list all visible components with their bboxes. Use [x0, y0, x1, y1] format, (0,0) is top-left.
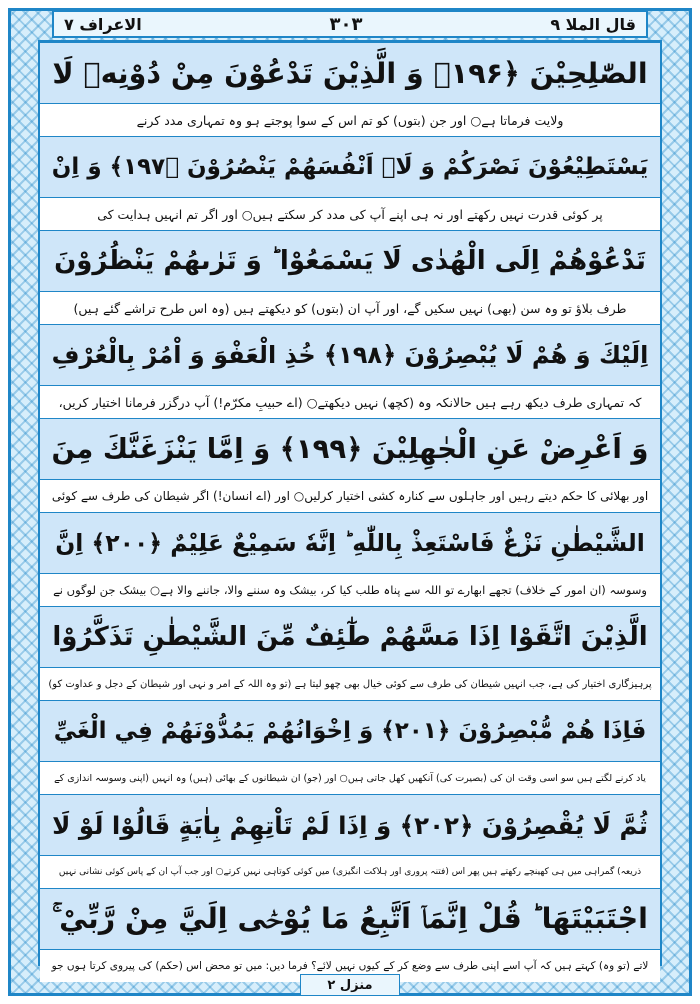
arabic-line: الَّذِيْنَ اتَّقَوْا اِذَا مَسَّهُمْ طٰٓئِفٌ مِّنَ الشَّيْطٰنِ تَذَكَّرُوْا	[40, 606, 660, 668]
arabic-line: وَ اَعْرِضْ عَنِ الْجٰهِلِيْنَ ﴿۱۹۹﴾ وَ اِمَّا يَنْزَغَنَّكَ مِنَ	[40, 418, 660, 480]
arabic-line: الصّٰلِحِيْنَ ﴿۱۹۶﴾ وَ الَّذِيْنَ تَدْعُوْنَ مِنْ دُوْنِهٖ لَا	[40, 42, 660, 104]
urdu-translation-line: ذریعہ) گمراہی میں ہی کھینچے رکھتے ہیں پھر اس (فتنہ پروری اور ہلاکت انگیزی) میں کوئی کوتاہی نہیں کرتے○ اور جب آپ ان کے پاس کوئی نشانی نہیں	[40, 856, 660, 888]
urdu-translation-line: کہ تمہاری طرف دیکھ رہے ہیں حالانکہ وہ (کچھ) نہیں دیکھتے○ (اے حبیبِ مکرّم!) آپ درگزر فرمانا اختیار کریں،	[40, 386, 660, 418]
urdu-translation-line: ولایت فرماتا ہے○ اور جن (بتوں) کو تم اس کے سوا پوجتے ہو وہ تمہاری مدد کرنے	[40, 104, 660, 136]
arabic-line: تَدْعُوْهُمْ اِلَى الْهُدٰى لَا يَسْمَعُوْا ؕ وَ تَرٰىهُمْ يَنْظُرُوْنَ	[40, 230, 660, 292]
arabic-line: اِلَيْكَ وَ هُمْ لَا يُبْصِرُوْنَ ﴿۱۹۸﴾ خُذِ الْعَفْوَ وَ اْمُرْ بِالْعُرْفِ	[40, 324, 660, 386]
arabic-line: يَسْتَطِيْعُوْنَ نَصْرَكُمْ وَ لَاۤ اَنْفُسَهُمْ يَنْصُرُوْنَ ﴿۱۹۷﴾ وَ اِنْ	[40, 136, 660, 198]
page-number: ۳۰۳	[329, 13, 363, 35]
page-header	[52, 10, 648, 38]
arabic-line: اجْتَبَيْتَهَا ؕ قُلْ اِنَّمَاۤ اَتَّبِعُ مَا يُوْحٰۤى اِلَيَّ مِنْ رَّبِّيْ ۚ	[40, 888, 660, 950]
urdu-translation-line: پرہیزگاری اختیار کی ہے، جب انہیں شیطان کی طرف سے کوئی خیال بھی چھو لیتا ہے (تو وہ اللہ کے امر و نہی اور شیطان کے دجل و عداوت کو)	[40, 668, 660, 700]
arabic-line: فَاِذَا هُمْ مُّبْصِرُوْنَ ﴿۲۰۱﴾ وَ اِخْوَانُهُمْ يَمُدُّوْنَهُمْ فِي الْغَيِّ	[40, 700, 660, 762]
urdu-translation-line: لاتے (تو وہ) کہتے ہیں کہ آپ اسے اپنی طرف سے وضع کر کے کیوں نہیں لائے؟ فرما دیں: میں تو محض اس (حکم) کی پیروی کرتا ہوں جو	[40, 950, 660, 982]
verse-block	[40, 42, 660, 982]
urdu-translation-line: یاد کرنے لگتے ہیں سو اسی وقت ان کی (بصیرت کی) آنکھیں کھل جاتی ہیں○ اور (جو) ان شیطانوں کے بھائی (ہیں) وہ انہیں (اپنی وسوسہ اندازی کے	[40, 762, 660, 794]
urdu-translation-line: پر کوئی قدرت نہیں رکھتے اور نہ ہی اپنے آپ کی مدد کر سکتے ہیں○ اور اگر تم انہیں ہدایت کی	[40, 198, 660, 230]
urdu-translation-line: اور بھلائی کا حکم دیتے رہیں اور جاہلوں سے کنارہ کشی اختیار کرلیں○ اور (اے انسان!) اگر شیطان کی طرف سے کوئی	[40, 480, 660, 512]
arabic-line: الشَّيْطٰنِ نَزْغٌ فَاسْتَعِذْ بِاللّٰهِ ؕ اِنَّهٗ سَمِيْعٌ عَلِيْمٌ ﴿۲۰۰﴾ اِنَّ	[40, 512, 660, 574]
urdu-translation-line: وسوسہ (ان امور کے خلاف) تجھے ابھارے تو اللہ سے پناہ طلب کیا کر، بیشک وہ سننے والا، جاننے والا ہے○ بیشک جن لوگوں نے	[40, 574, 660, 606]
juz-label: قال الملا ۹	[550, 14, 636, 34]
manzil-label: منزل ۲	[300, 974, 400, 996]
arabic-line: ثُمَّ لَا يُقْصِرُوْنَ ﴿۲۰۲﴾ وَ اِذَا لَمْ تَاْتِهِمْ بِاٰيَةٍ قَالُوْا لَوْ لَا	[40, 794, 660, 856]
surah-label: الاعراف ۷	[64, 14, 142, 34]
urdu-translation-line: طرف بلاؤ تو وہ سن (بھی) نہیں سکیں گے، اور آپ ان (بتوں) کو دیکھتے ہیں (وہ اس طرح تراشے گئے ہیں)	[40, 292, 660, 324]
